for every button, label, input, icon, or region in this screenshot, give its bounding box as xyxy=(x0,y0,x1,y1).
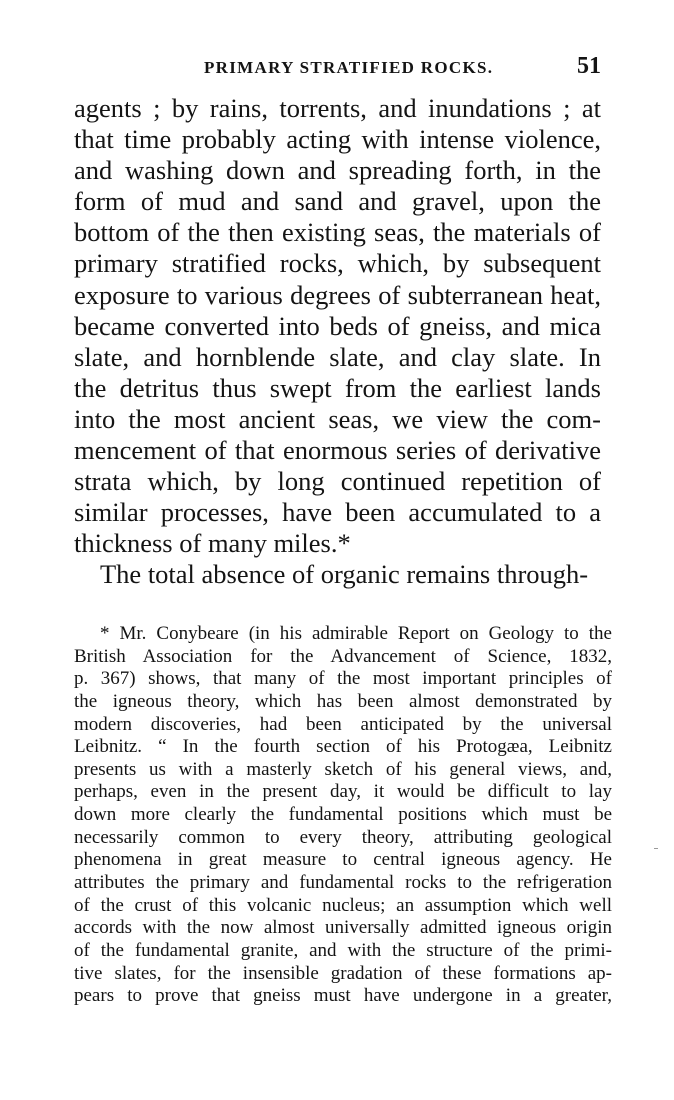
footnote-line: perhaps, even in the present day, it would be difficult to lay xyxy=(74,781,612,803)
text-line: strata which, by long continued repetition of xyxy=(74,466,601,497)
text-line: bottom of the then existing seas, the materials of xyxy=(74,217,601,248)
running-title: PRIMARY STRATIFIED ROCKS. xyxy=(204,58,494,77)
footnote-line: British Association for the Advancement of Science, 1832, xyxy=(74,645,612,667)
text-line: and washing down and spreading forth, in the xyxy=(74,155,601,186)
text-line: form of mud and sand and gravel, upon the xyxy=(74,186,601,217)
text-line: primary stratified rocks, which, by subsequent xyxy=(74,248,601,279)
scan-speck xyxy=(654,848,658,849)
footnote-line: of the crust of this volcanic nucleus; an assumption which well xyxy=(74,894,612,916)
text-line: similar processes, have been accumulated to a xyxy=(74,497,601,528)
text-line: mencement of that enormous series of derivative xyxy=(74,435,601,466)
footnote-line: p. 367) shows, that many of the most important principles of xyxy=(74,668,612,690)
footnote-line: accords with the now almost universally admitted igneous origin xyxy=(74,917,612,939)
footnote-line: tive slates, for the insensible gradation of these formations ap- xyxy=(74,962,612,984)
text-line: slate, and hornblende slate, and clay slate. In xyxy=(74,341,601,372)
footnote-line: * Mr. Conybeare (in his admirable Report on Geology to the xyxy=(100,623,612,644)
text-line-paragraph-start: The total absence of organic remains through- xyxy=(100,559,589,590)
footnote-line: modern discoveries, had been anticipated by the universal xyxy=(74,713,612,735)
text-line: became converted into beds of gneiss, and mica xyxy=(74,310,601,341)
footnote-line: necessarily common to every theory, attributing geological xyxy=(74,826,612,848)
footnote-line: of the fundamental granite, and with the structure of the primi- xyxy=(74,939,612,961)
footnote-line: the igneous theory, which has been almost demonstrated by xyxy=(74,690,612,712)
footnote xyxy=(74,623,612,1008)
main-text xyxy=(74,93,601,591)
text-line: agents ; by rains, torrents, and inundations ; at xyxy=(74,93,601,123)
footnote-line: pears to prove that gneiss must have undergone in a greater, xyxy=(74,985,612,1007)
footnote-line: phenomena in great measure to central igneous agency. He xyxy=(74,849,612,871)
footnote-line: attributes the primary and fundamental rocks to the refrigeration xyxy=(74,872,612,894)
text-line: into the most ancient seas, we view the com- xyxy=(74,403,601,434)
footnote-line: presents us with a masterly sketch of his general views, and, xyxy=(74,758,612,780)
running-head xyxy=(74,53,601,84)
footnote-line: Leibnitz. “ In the fourth section of his Protogæa, Leibnitz xyxy=(74,736,612,758)
text-line: the detritus thus swept from the earliest lands xyxy=(74,372,601,403)
text-line: that time probably acting with intense violence, xyxy=(74,124,601,155)
page-number: 51 xyxy=(577,53,601,79)
text-line: exposure to various degrees of subterranean heat, xyxy=(74,279,601,310)
text-line-paragraph-end: thickness of many miles.* xyxy=(74,528,351,559)
footnote-line: down more clearly the fundamental positions which must be xyxy=(74,804,612,826)
